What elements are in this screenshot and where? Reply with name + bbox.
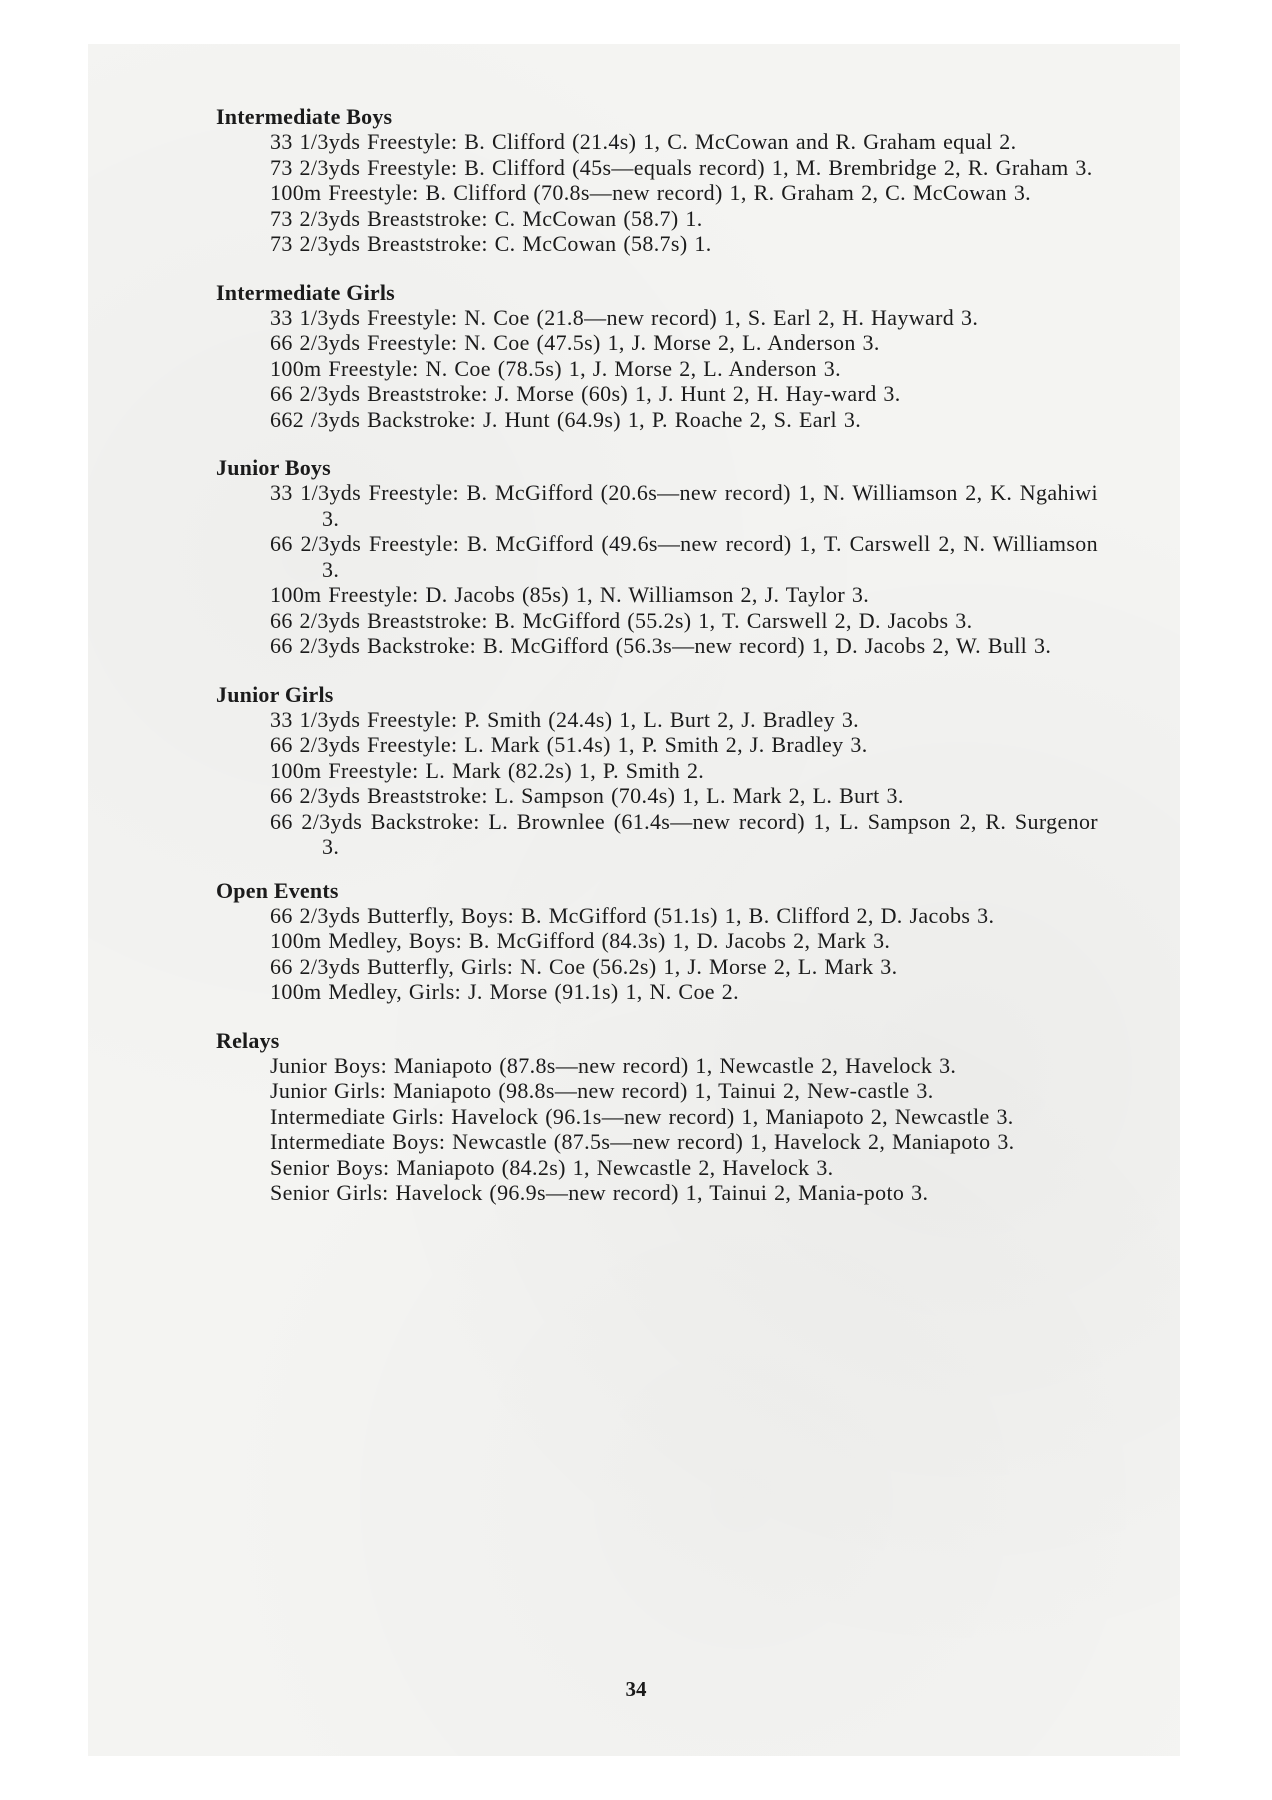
section-junior-girls xyxy=(216,682,1098,860)
result-entry: 73 2/3yds Breaststroke: C. McCowan (58.7) 1. xyxy=(270,205,703,231)
result-entry: 66 2/3yds Backstroke: L. Brownlee (61.4s—new record) 1, L. Sampson 2, R. Surgenor 3. xyxy=(270,808,1098,859)
result-entry: Senior Boys: Maniapoto (84.2s) 1, Newcastle 2, Havelock 3. xyxy=(270,1154,834,1180)
section-heading: Intermediate Girls xyxy=(216,279,395,305)
result-entry: 66 2/3yds Breaststroke: J. Morse (60s) 1, J. Hunt 2, H. Hay-ward 3. xyxy=(270,381,901,406)
result-entry: 66 2/3yds Butterfly, Boys: B. McGifford (51.1s) 1, B. Clifford 2, D. Jacobs 3. xyxy=(270,902,995,928)
section-open-events xyxy=(216,878,1098,1005)
result-entry: Junior Boys: Maniapoto (87.8s—new record) 1, Newcastle 2, Havelock 3. xyxy=(270,1052,957,1078)
result-entry: 100m Freestyle: N. Coe (78.5s) 1, J. Morse 2, L. Anderson 3. xyxy=(270,355,841,381)
result-entry: 73 2/3yds Freestyle: B. Clifford (45s—equals record) 1, M. Brembridge 2, R. Graham 3. xyxy=(270,154,1093,180)
section-heading: Junior Boys xyxy=(216,455,331,480)
section-intermediate-boys xyxy=(216,104,1098,257)
result-entry: 662 /3yds Backstroke: J. Hunt (64.9s) 1, P. Roache 2, S. Earl 3. xyxy=(270,406,862,432)
result-entry: 66 2/3yds Freestyle: N. Coe (47.5s) 1, J. Morse 2, L. Anderson 3. xyxy=(270,330,880,355)
result-entry: 33 1/3yds Freestyle: B. Clifford (21.4s) 1, C. McCowan and R. Graham equal 2. xyxy=(270,129,1017,154)
result-entry: 100m Freestyle: L. Mark (82.2s) 1, P. Smith 2. xyxy=(270,757,705,783)
section-junior-boys xyxy=(216,455,1098,659)
result-entry: 66 2/3yds Butterfly, Girls: N. Coe (56.2s) 1, J. Morse 2, L. Mark 3. xyxy=(270,953,898,979)
result-entry: 100m Freestyle: B. Clifford (70.8s—new record) 1, R. Graham 2, C. McCowan 3. xyxy=(270,180,1032,205)
result-entry: 33 1/3yds Freestyle: N. Coe (21.8—new record) 1, S. Earl 2, H. Hayward 3. xyxy=(270,304,979,330)
result-entry: 66 2/3yds Breaststroke: L. Sampson (70.4s) 1, L. Mark 2, L. Burt 3. xyxy=(270,783,904,808)
section-heading: Open Events xyxy=(216,877,339,903)
section-relays xyxy=(216,1028,1098,1206)
result-entry: 66 2/3yds Freestyle: L. Mark (51.4s) 1, P. Smith 2, J. Bradley 3. xyxy=(270,732,868,757)
section-heading: Relays xyxy=(216,1027,280,1053)
page-number: 34 xyxy=(625,1677,647,1701)
result-entry: 100m Medley, Boys: B. McGifford (84.3s) 1, D. Jacobs 2, Mark 3. xyxy=(270,928,891,953)
result-entry: 100m Medley, Girls: J. Morse (91.1s) 1, N. Coe 2. xyxy=(270,979,739,1004)
result-entry: 73 2/3yds Breaststroke: C. McCowan (58.7s) 1. xyxy=(270,231,712,256)
section-heading: Intermediate Boys xyxy=(216,104,393,129)
result-entry: 33 1/3yds Freestyle: B. McGifford (20.6s—new record) 1, N. Williamson 2, K. Ngahiwi 3. xyxy=(270,480,1098,531)
section-heading: Junior Girls xyxy=(216,681,334,707)
section-intermediate-girls xyxy=(216,280,1098,433)
result-entry: Intermediate Girls: Havelock (96.1s—new record) 1, Maniapoto 2, Newcastle 3. xyxy=(270,1103,1014,1129)
result-entry: 66 2/3yds Freestyle: B. McGifford (49.6s—new record) 1, T. Carswell 2, N. Williamson 3. xyxy=(270,531,1098,582)
result-entry: 100m Freestyle: D. Jacobs (85s) 1, N. Williamson 2, J. Taylor 3. xyxy=(270,582,870,607)
result-entry: 66 2/3yds Backstroke: B. McGifford (56.3s—new record) 1, D. Jacobs 2, W. Bull 3. xyxy=(270,633,1052,658)
result-entry: Junior Girls: Maniapoto (98.8s—new record) 1, Tainui 2, New-castle 3. xyxy=(270,1078,934,1103)
results-content xyxy=(216,104,1098,1206)
result-entry: 66 2/3yds Breaststroke: B. McGifford (55.2s) 1, T. Carswell 2, D. Jacobs 3. xyxy=(270,607,973,633)
result-entry: Intermediate Boys: Newcastle (87.5s—new record) 1, Havelock 2, Maniapoto 3. xyxy=(270,1129,1015,1154)
result-entry: 33 1/3yds Freestyle: P. Smith (24.4s) 1, L. Burt 2, J. Bradley 3. xyxy=(270,706,860,732)
result-entry: Senior Girls: Havelock (96.9s—new record) 1, Tainui 2, Mania-poto 3. xyxy=(270,1180,929,1205)
